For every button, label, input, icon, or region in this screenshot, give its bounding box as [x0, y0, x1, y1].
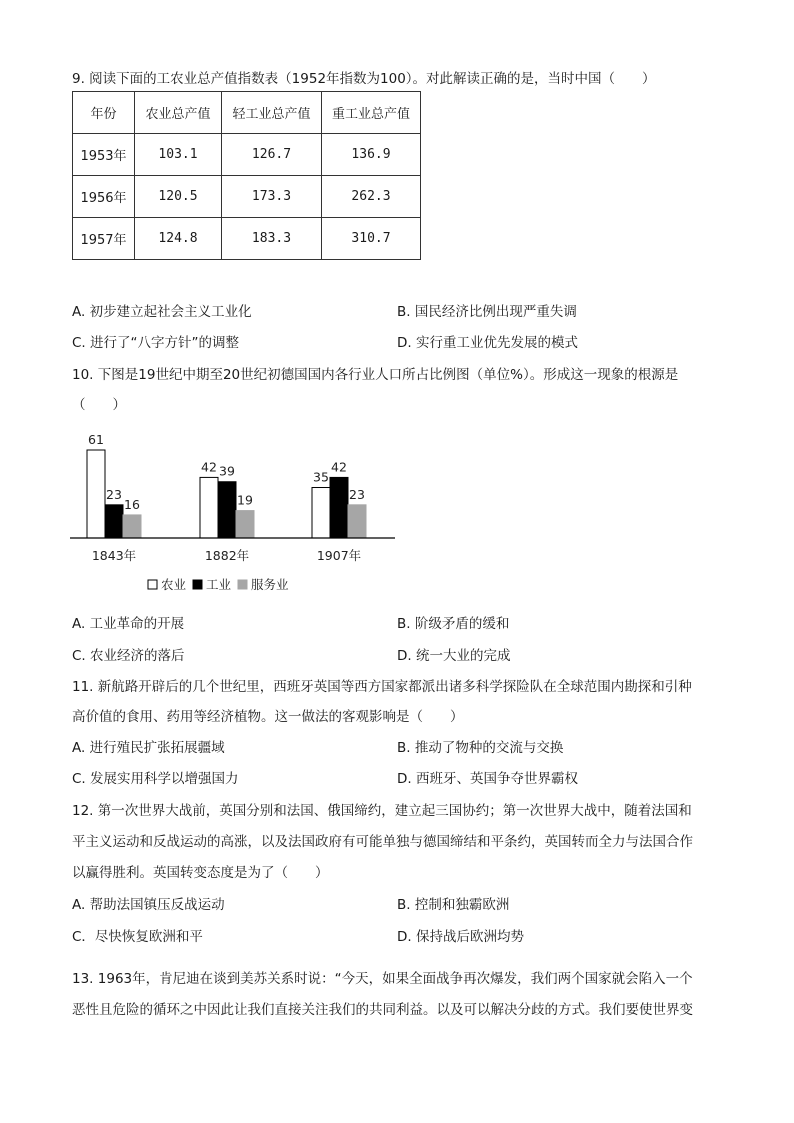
q11-stem-line2: 高价值的食用、药用等经济植物。这一做法的客观影响是（ ）: [72, 709, 464, 725]
q9-option-b[interactable]: B. 国民经济比例出现严重失调: [397, 304, 577, 320]
data-label: 42: [201, 459, 217, 475]
q9-stem: 9. 阅读下面的工农业总产值指数表（1952年指数为100）。对此解读正确的是，当时中国（ ）: [72, 71, 656, 87]
bar-服务业-1882年: [236, 511, 254, 538]
bar-服务业-1843年: [123, 515, 141, 538]
table-header-row: [73, 92, 421, 134]
data-label: 23: [106, 486, 122, 502]
table-row: [73, 176, 421, 218]
data-label: 35: [313, 469, 329, 485]
bar-农业-1843年: [87, 450, 105, 538]
q9-option-c[interactable]: C. 进行了“八字方针”的调整: [72, 335, 239, 351]
bar-服务业-1907年: [348, 505, 366, 538]
cell: 183.3: [222, 218, 322, 260]
legend-label: 农业: [161, 577, 187, 592]
cell: 124.8: [135, 218, 222, 260]
q10-option-a[interactable]: A. 工业革命的开展: [72, 616, 185, 632]
cell: 1953年: [73, 134, 135, 176]
q10-option-c[interactable]: C. 农业经济的落后: [72, 648, 185, 664]
cell: 103.1: [135, 134, 222, 176]
q12-stem-line2: 平主义运动和反战运动的高涨，以及法国政府有可能单独与德国缔结和平条约，英国转而全力与法国合作: [72, 834, 693, 850]
q10-stem-line2: （ ）: [72, 397, 126, 413]
q9-index-table: [72, 91, 421, 260]
q11-option-d[interactable]: D. 西班牙、英国争夺世界霸权: [397, 771, 578, 787]
chart-legend: [148, 577, 289, 592]
cell: 173.3: [222, 176, 322, 218]
q13-stem-line2: 恶性且危险的循环之中因此让我们直接关注我们的共同利益。以及可以解决分歧的方式。我们要使世界变: [72, 1002, 693, 1018]
cell: 126.7: [222, 134, 322, 176]
q10-option-d[interactable]: D. 统一大业的完成: [397, 648, 511, 664]
legend-swatch: [148, 580, 157, 589]
q9-option-d[interactable]: D. 实行重工业优先发展的模式: [397, 335, 578, 351]
q11-option-c[interactable]: C. 发展实用科学以增强国力: [72, 771, 239, 787]
cell: 1956年: [73, 176, 135, 218]
legend-label: 服务业: [251, 577, 289, 592]
category-label: 1907年: [316, 548, 362, 563]
data-label: 61: [88, 432, 104, 447]
cell: 262.3: [322, 176, 421, 218]
q11-option-a[interactable]: A. 进行殖民扩张拓展疆域: [72, 740, 225, 756]
q9-option-a[interactable]: A. 初步建立起社会主义工业化: [72, 304, 252, 320]
q12-option-a[interactable]: A. 帮助法国镇压反战运动: [72, 897, 225, 913]
q13-stem-line1: 13. 1963年，肯尼迪在谈到美苏关系时说：“今天，如果全面战争再次爆发，我们两个国家就会陷入一个: [72, 971, 693, 987]
q10-option-b[interactable]: B. 阶级矛盾的缓和: [397, 616, 510, 632]
cell: 310.7: [322, 218, 421, 260]
table-row: [73, 218, 421, 260]
table-row: [73, 134, 421, 176]
q12-option-c[interactable]: C．尽快恢复欧洲和平: [72, 929, 203, 945]
q12-stem-line3: 以赢得胜利。英国转变态度是为了（ ）: [72, 865, 329, 881]
q12-option-d[interactable]: D. 保持战后欧洲均势: [397, 929, 524, 945]
q10-stem-line1: 10. 下图是19世纪中期至20世纪初德国国内各行业人口所占比例图（单位%）。形成这一现象的根源是: [72, 367, 679, 383]
data-label: 23: [349, 486, 365, 502]
header-light-industry: 轻工业总产值: [222, 92, 322, 134]
data-label: 16: [124, 496, 140, 512]
q12-stem-line1: 12. 第一次世界大战前，英国分别和法国、俄国缔约，建立起三国协约；第一次世界大战中，随着法国和: [72, 803, 692, 819]
bar-工业-1882年: [218, 482, 236, 538]
data-label: 42: [331, 459, 347, 475]
data-label: 39: [219, 463, 235, 479]
bar-工业-1843年: [105, 505, 123, 538]
legend-swatch: [193, 580, 202, 589]
cell: 120.5: [135, 176, 222, 218]
category-label: 1882年: [204, 548, 250, 563]
data-label: 19: [237, 492, 253, 508]
cell: 136.9: [322, 134, 421, 176]
q11-option-b[interactable]: B. 推动了物种的交流与交换: [397, 740, 564, 756]
header-agriculture: 农业总产值: [135, 92, 222, 134]
category-label: 1843年: [91, 548, 137, 563]
q10-industry-population-chart: [60, 425, 410, 600]
header-heavy-industry: 重工业总产值: [322, 92, 421, 134]
q12-option-b[interactable]: B. 控制和独霸欧洲: [397, 897, 510, 913]
bar-农业-1907年: [312, 488, 330, 538]
legend-label: 工业: [206, 577, 232, 592]
header-year: 年份: [73, 92, 135, 134]
cell: 1957年: [73, 218, 135, 260]
q11-stem-line1: 11. 新航路开辟后的几个世纪里，西班牙英国等西方国家都派出诸多科学探险队在全球范围内勘探和引种: [72, 679, 692, 695]
bar-农业-1882年: [200, 477, 218, 538]
bar-工业-1907年: [330, 477, 348, 538]
legend-swatch: [238, 580, 247, 589]
